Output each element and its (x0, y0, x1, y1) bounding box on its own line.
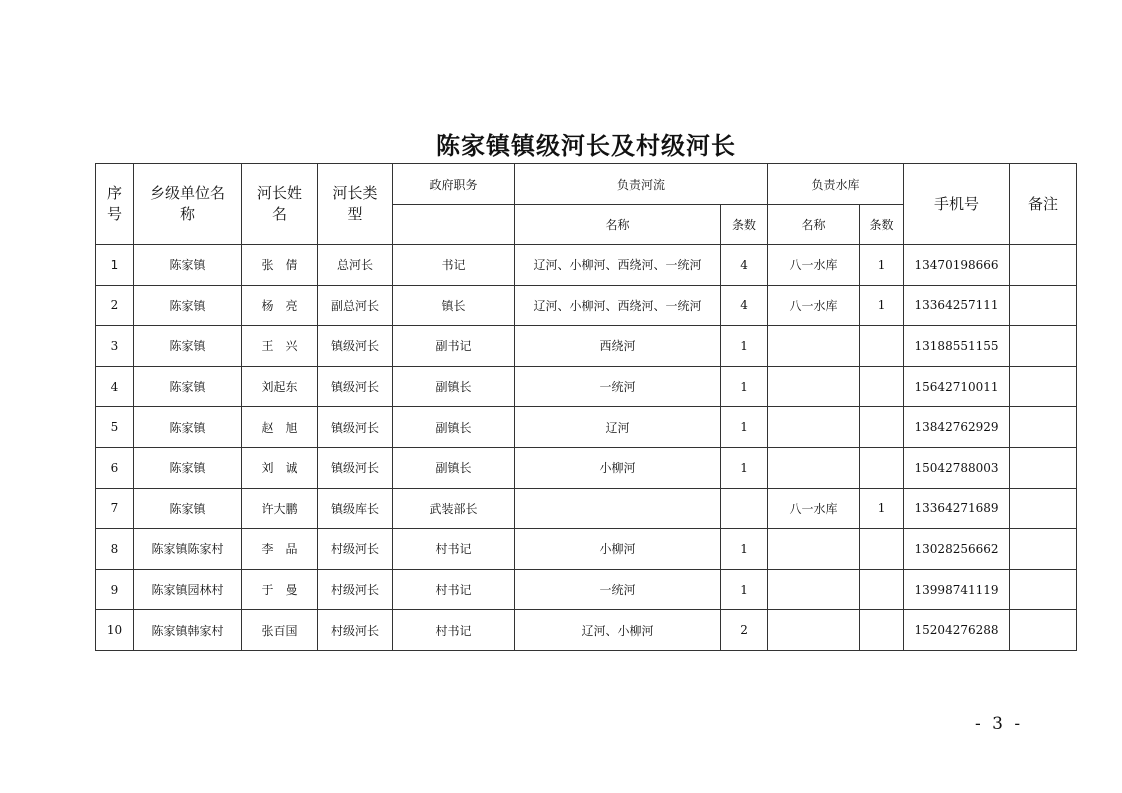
cell-chief-name: 张 倩 (242, 245, 318, 286)
cell-reservoir (768, 407, 860, 448)
cell-river-count: 2 (721, 610, 768, 651)
cell-reservoir: 八一水库 (768, 245, 860, 286)
cell-duty: 副镇长 (393, 407, 515, 448)
cell-chief-name: 王 兴 (242, 326, 318, 367)
cell-remark (1010, 407, 1077, 448)
cell-remark (1010, 488, 1077, 529)
cell-river: 一统河 (515, 366, 721, 407)
cell-phone: 13842762929 (904, 407, 1010, 448)
cell-reservoir (768, 366, 860, 407)
cell-river-count: 1 (721, 447, 768, 488)
cell-river-count: 1 (721, 569, 768, 610)
page-number: - 3 - (975, 714, 1024, 734)
cell-river: 辽河、小柳河、西绕河、一统河 (515, 285, 721, 326)
cell-phone: 15204276288 (904, 610, 1010, 651)
cell-reservoir-count: 1 (860, 488, 904, 529)
cell-reservoir-count (860, 447, 904, 488)
cell-phone: 13998741119 (904, 569, 1010, 610)
cell-chief-type: 村级河长 (318, 610, 393, 651)
header-unit: 乡级单位名称 (134, 164, 242, 245)
cell-unit: 陈家镇陈家村 (134, 529, 242, 570)
header-phone: 手机号 (904, 164, 1010, 245)
cell-chief-name: 杨 亮 (242, 285, 318, 326)
table-row (96, 529, 1077, 570)
cell-duty: 村书记 (393, 569, 515, 610)
cell-phone: 13364257111 (904, 285, 1010, 326)
cell-reservoir-count (860, 529, 904, 570)
cell-phone: 13028256662 (904, 529, 1010, 570)
cell-duty: 副镇长 (393, 447, 515, 488)
header-duty: 政府职务 (393, 164, 515, 205)
cell-duty: 书记 (393, 245, 515, 286)
cell-reservoir-count (860, 407, 904, 448)
cell-river: 西绕河 (515, 326, 721, 367)
cell-chief-type: 镇级河长 (318, 326, 393, 367)
cell-unit: 陈家镇 (134, 366, 242, 407)
cell-reservoir: 八一水库 (768, 488, 860, 529)
header-seq: 序号 (96, 164, 134, 245)
header-reservoirs: 负责水库 (768, 164, 904, 205)
table-row (96, 285, 1077, 326)
cell-unit: 陈家镇 (134, 285, 242, 326)
cell-remark (1010, 610, 1077, 651)
cell-chief-type: 村级河长 (318, 569, 393, 610)
table-row (96, 407, 1077, 448)
cell-chief-name: 刘 诚 (242, 447, 318, 488)
cell-river: 辽河 (515, 407, 721, 448)
cell-remark (1010, 447, 1077, 488)
cell-remark (1010, 529, 1077, 570)
cell-reservoir-count (860, 366, 904, 407)
table-row (96, 245, 1077, 286)
table-row (96, 366, 1077, 407)
cell-chief-type: 总河长 (318, 245, 393, 286)
cell-duty: 村书记 (393, 610, 515, 651)
cell-reservoir-count (860, 569, 904, 610)
cell-unit: 陈家镇 (134, 326, 242, 367)
cell-chief-name: 刘起东 (242, 366, 318, 407)
table-row (96, 447, 1077, 488)
cell-duty: 村书记 (393, 529, 515, 570)
cell-reservoir (768, 447, 860, 488)
cell-seq: 10 (96, 610, 134, 651)
cell-chief-name: 赵 旭 (242, 407, 318, 448)
cell-phone: 15642710011 (904, 366, 1010, 407)
cell-river: 小柳河 (515, 447, 721, 488)
header-row-1 (96, 164, 1077, 205)
cell-duty: 武装部长 (393, 488, 515, 529)
table-row (96, 569, 1077, 610)
cell-reservoir-count (860, 326, 904, 367)
cell-seq: 9 (96, 569, 134, 610)
header-remark: 备注 (1010, 164, 1077, 245)
table-row (96, 610, 1077, 651)
cell-seq: 8 (96, 529, 134, 570)
header-chief-name: 河长姓名 (242, 164, 318, 245)
cell-river: 辽河、小柳河 (515, 610, 721, 651)
cell-river-count: 1 (721, 326, 768, 367)
cell-chief-type: 镇级河长 (318, 447, 393, 488)
cell-unit: 陈家镇韩家村 (134, 610, 242, 651)
cell-seq: 7 (96, 488, 134, 529)
cell-river-count: 4 (721, 245, 768, 286)
cell-river-count: 4 (721, 285, 768, 326)
header-chief-type: 河长类型 (318, 164, 393, 245)
cell-river-count (721, 488, 768, 529)
cell-phone: 13470198666 (904, 245, 1010, 286)
header-reservoir-name: 名称 (768, 205, 860, 245)
cell-chief-type: 镇级库长 (318, 488, 393, 529)
cell-reservoir (768, 529, 860, 570)
cell-chief-type: 村级河长 (318, 529, 393, 570)
cell-duty: 副书记 (393, 326, 515, 367)
header-river-count: 条数 (721, 205, 768, 245)
cell-duty: 副镇长 (393, 366, 515, 407)
cell-river: 小柳河 (515, 529, 721, 570)
cell-chief-name: 李 品 (242, 529, 318, 570)
cell-remark (1010, 245, 1077, 286)
cell-chief-name: 张百国 (242, 610, 318, 651)
cell-unit: 陈家镇园林村 (134, 569, 242, 610)
cell-chief-type: 镇级河长 (318, 366, 393, 407)
cell-phone: 15042788003 (904, 447, 1010, 488)
cell-reservoir-count: 1 (860, 285, 904, 326)
cell-seq: 5 (96, 407, 134, 448)
table-row (96, 326, 1077, 367)
cell-chief-name: 许大鹏 (242, 488, 318, 529)
header-duty-blank (393, 205, 515, 245)
river-chief-table (95, 163, 1077, 651)
cell-unit: 陈家镇 (134, 447, 242, 488)
cell-river-count: 1 (721, 529, 768, 570)
cell-phone: 13364271689 (904, 488, 1010, 529)
cell-unit: 陈家镇 (134, 488, 242, 529)
cell-river-count: 1 (721, 407, 768, 448)
cell-remark (1010, 326, 1077, 367)
cell-chief-name: 于 曼 (242, 569, 318, 610)
table-row (96, 488, 1077, 529)
cell-reservoir (768, 326, 860, 367)
cell-seq: 4 (96, 366, 134, 407)
cell-remark (1010, 285, 1077, 326)
cell-duty: 镇长 (393, 285, 515, 326)
cell-reservoir: 八一水库 (768, 285, 860, 326)
cell-river-count: 1 (721, 366, 768, 407)
cell-river: 一统河 (515, 569, 721, 610)
cell-river: 辽河、小柳河、西绕河、一统河 (515, 245, 721, 286)
cell-remark (1010, 366, 1077, 407)
cell-seq: 3 (96, 326, 134, 367)
cell-river (515, 488, 721, 529)
cell-reservoir (768, 569, 860, 610)
cell-chief-type: 镇级河长 (318, 407, 393, 448)
document-title: 陈家镇镇级河长及村级河长 (436, 132, 736, 160)
header-rivers: 负责河流 (515, 164, 768, 205)
cell-reservoir-count (860, 610, 904, 651)
cell-unit: 陈家镇 (134, 245, 242, 286)
cell-seq: 1 (96, 245, 134, 286)
cell-chief-type: 副总河长 (318, 285, 393, 326)
cell-seq: 2 (96, 285, 134, 326)
cell-phone: 13188551155 (904, 326, 1010, 367)
header-reservoir-count: 条数 (860, 205, 904, 245)
cell-remark (1010, 569, 1077, 610)
cell-seq: 6 (96, 447, 134, 488)
cell-reservoir-count: 1 (860, 245, 904, 286)
cell-reservoir (768, 610, 860, 651)
header-river-name: 名称 (515, 205, 721, 245)
cell-unit: 陈家镇 (134, 407, 242, 448)
